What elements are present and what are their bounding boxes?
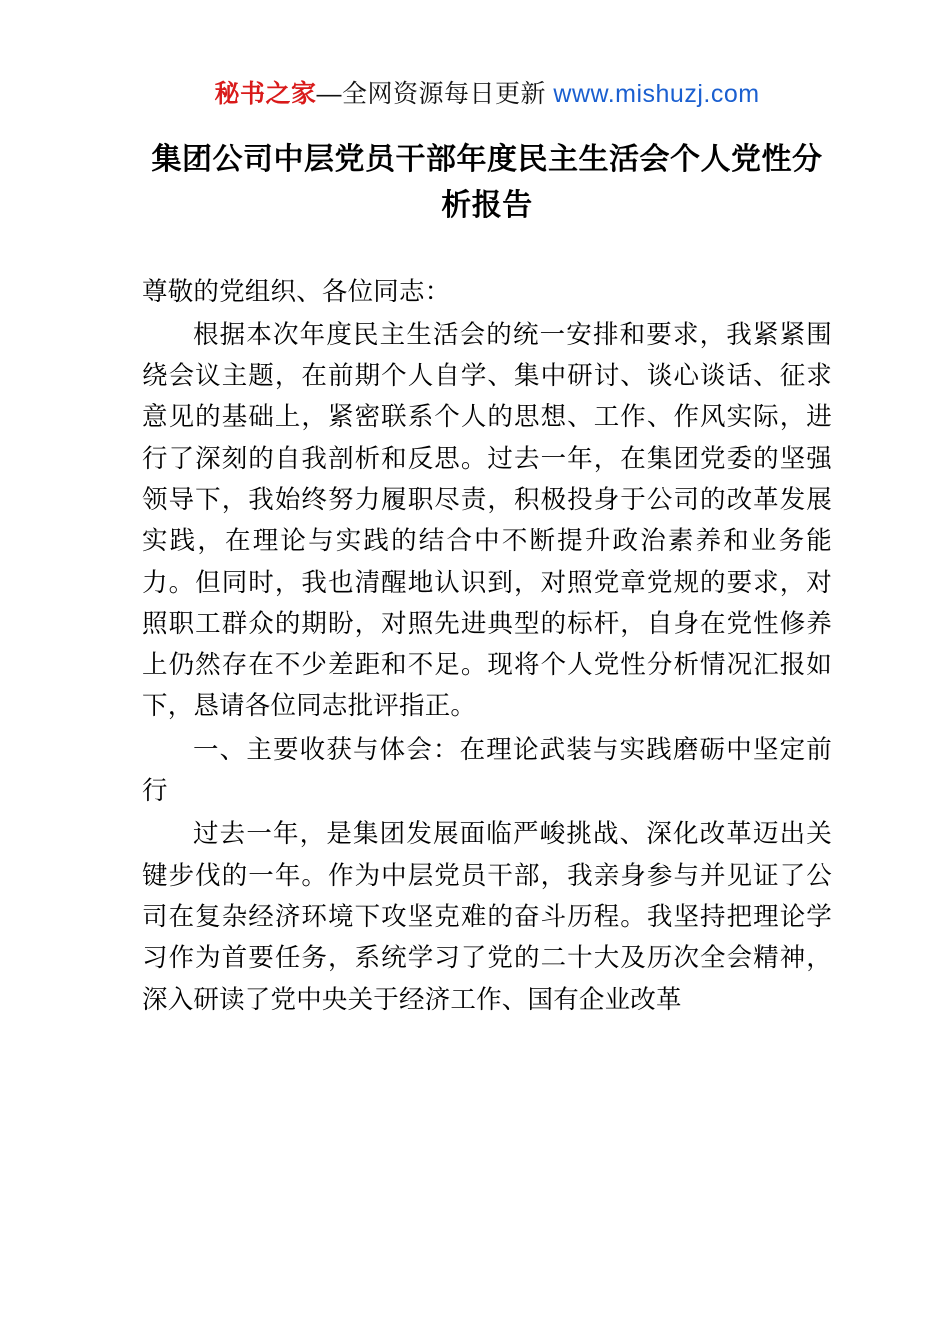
body-paragraph: 过去一年，是集团发展面临严峻挑战、深化改革迈出关键步伐的一年。作为中层党员干部，我亲身参与并见证了公司在复杂经济环境下攻坚克难的奋斗历程。我坚持把理论学习作为首要任务，系统学习了党的二十大及历次全会精神，深入研读了党中央关于经济工作、国有企业改革 <box>142 820 832 1014</box>
body-paragraph: 根据本次年度民主生活会的统一安排和要求，我紧紧围绕会议主题，在前期个人自学、集中研讨、谈心谈话、征求意见的基础上，紧密联系个人的思想、工作、作风实际，进行了深刻的自我剖析和反思。过去一年，在集团党委的坚强领导下，我始终努力履职尽责，积极投身于公司的改革发展实践，在理论与实践的结合中不断提升政治素养和业务能力。但同时，我也清醒地认识到，对照党章党规的要求，对照职工群众的期盼，对照先进典型的标杆，自身在党性修养上仍然存在不少差距和不足。现将个人党性分析情况汇报如下，恳请各位同志批评指正。 <box>142 320 832 721</box>
site-watermark <box>142 78 832 111</box>
site-url-link[interactable]: www.mishuzj.com <box>553 80 760 108</box>
salutation-paragraph: 尊敬的党组织、各位同志： <box>142 277 451 306</box>
site-tagline-label: —全网资源每日更新 <box>316 80 554 108</box>
section-heading-one: 一、主要收获与体会：在理论武装与实践磨砺中坚定前行 <box>142 735 832 806</box>
site-brand-label: 秘书之家 <box>214 80 317 108</box>
page-title: 集团公司中层党员干部年度民主生活会个人党性分析报告 <box>151 142 823 222</box>
